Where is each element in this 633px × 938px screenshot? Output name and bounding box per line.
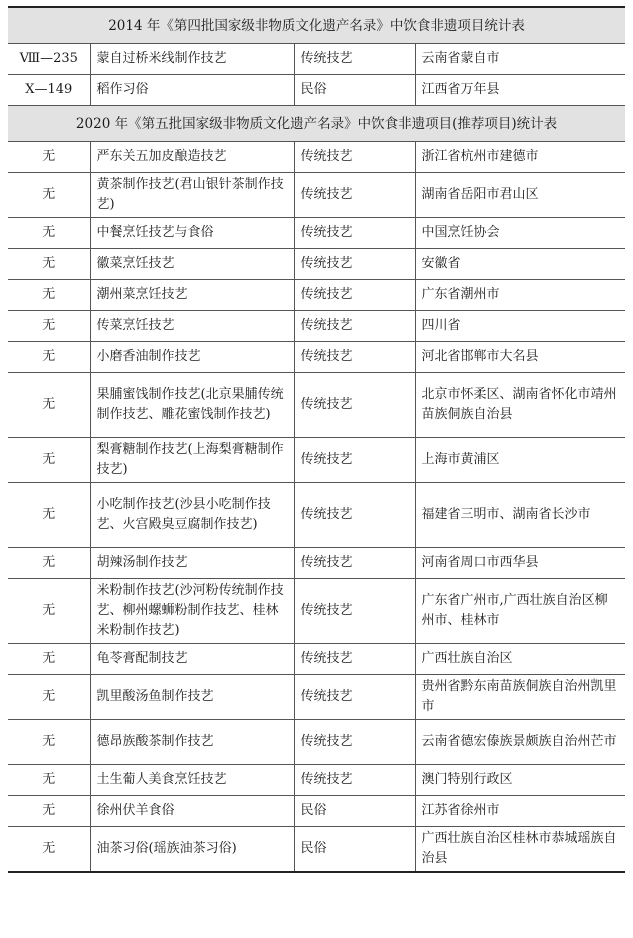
document-page: [8, 6, 625, 873]
table-row: [8, 44, 625, 75]
item-name: 果脯蜜饯制作技艺(北京果脯传统制作技艺、雕花蜜饯制作技艺): [90, 373, 294, 438]
item-number: Ⅷ—235: [8, 44, 90, 75]
item-number: 无: [8, 142, 90, 173]
item-name: 黄茶制作技艺(君山银针茶制作技艺): [90, 173, 294, 218]
item-number: 无: [8, 720, 90, 765]
table-row: [8, 483, 625, 548]
item-name: 龟苓膏配制技艺: [90, 644, 294, 675]
table-row: [8, 796, 625, 827]
item-number: 无: [8, 483, 90, 548]
item-name: 凯里酸汤鱼制作技艺: [90, 675, 294, 720]
item-category: 传统技艺: [294, 483, 415, 548]
item-number: 无: [8, 438, 90, 483]
item-number: 无: [8, 373, 90, 438]
table-row: [8, 827, 625, 872]
table-row: [8, 218, 625, 249]
item-region: 澳门特别行政区: [415, 765, 625, 796]
table-row: [8, 765, 625, 796]
item-category: 传统技艺: [294, 218, 415, 249]
item-region: 贵州省黔东南苗族侗族自治州凯里市: [415, 675, 625, 720]
table-row: [8, 579, 625, 644]
item-number: 无: [8, 675, 90, 720]
table-row: [8, 249, 625, 280]
item-name: 严东关五加皮酿造技艺: [90, 142, 294, 173]
item-region: 上海市黄浦区: [415, 438, 625, 483]
item-category: 传统技艺: [294, 644, 415, 675]
item-region: 中国烹饪协会: [415, 218, 625, 249]
item-category: 传统技艺: [294, 142, 415, 173]
table-row: [8, 75, 625, 106]
item-category: 传统技艺: [294, 548, 415, 579]
item-region: 广西壮族自治区: [415, 644, 625, 675]
item-region: 河南省周口市西华县: [415, 548, 625, 579]
item-category: 传统技艺: [294, 438, 415, 483]
item-name: 徽菜烹饪技艺: [90, 249, 294, 280]
item-region: 四川省: [415, 311, 625, 342]
table-row: [8, 644, 625, 675]
item-category: 传统技艺: [294, 173, 415, 218]
item-number: 无: [8, 796, 90, 827]
item-region: 福建省三明市、湖南省长沙市: [415, 483, 625, 548]
item-region: 北京市怀柔区、湖南省怀化市靖州苗族侗族自治县: [415, 373, 625, 438]
table-row: [8, 373, 625, 438]
item-category: 传统技艺: [294, 44, 415, 75]
section-title-row: [8, 106, 625, 142]
item-region: 广东省潮州市: [415, 280, 625, 311]
item-name: 小磨香油制作技艺: [90, 342, 294, 373]
item-name: 胡辣汤制作技艺: [90, 548, 294, 579]
item-name: 稻作习俗: [90, 75, 294, 106]
item-region: 江苏省徐州市: [415, 796, 625, 827]
item-name: 德昂族酸茶制作技艺: [90, 720, 294, 765]
item-number: 无: [42, 841, 56, 856]
item-name: 潮州菜烹饪技艺: [90, 280, 294, 311]
item-region: 云南省德宏傣族景颇族自治州芒市: [415, 720, 625, 765]
table-row: [8, 675, 625, 720]
table-row: [8, 720, 625, 765]
table-row: [8, 548, 625, 579]
table-row: [8, 173, 625, 218]
item-number: 无: [8, 579, 90, 644]
item-number: 无: [8, 765, 90, 796]
table-row: [8, 142, 625, 173]
item-region: 云南省蒙自市: [415, 44, 625, 75]
item-category: 传统技艺: [294, 373, 415, 438]
item-name: 梨膏糖制作技艺(上海梨膏糖制作技艺): [90, 438, 294, 483]
item-category: 传统技艺: [294, 720, 415, 765]
item-number: Ⅹ—149: [8, 75, 90, 106]
item-region: 安徽省: [415, 249, 625, 280]
section-title-row: [8, 8, 625, 44]
item-number: 无: [8, 342, 90, 373]
item-name: 徐州伏羊食俗: [90, 796, 294, 827]
section-title: 2014 年《第四批国家级非物质文化遗产名录》中饮食非遗项目统计表: [8, 8, 625, 44]
item-region: 浙江省杭州市建德市: [415, 142, 625, 173]
item-category: 民俗: [294, 75, 415, 106]
item-number: 无: [8, 311, 90, 342]
item-category: 传统技艺: [294, 765, 415, 796]
table-row: [8, 438, 625, 483]
item-name: 中餐烹饪技艺与食俗: [90, 218, 294, 249]
item-number: 无: [8, 548, 90, 579]
item-category: 传统技艺: [294, 342, 415, 373]
section-title: 2020 年《第五批国家级非物质文化遗产名录》中饮食非遗项目(推荐项目)统计表: [8, 106, 625, 142]
item-category: 传统技艺: [294, 579, 415, 644]
item-category: 传统技艺: [294, 280, 415, 311]
table-row: [8, 280, 625, 311]
item-region: 河北省邯郸市大名县: [415, 342, 625, 373]
item-region: 江西省万年县: [415, 75, 625, 106]
heritage-table: [8, 8, 625, 871]
item-name: 油茶习俗(瑶族油茶习俗): [90, 827, 294, 872]
item-category: 传统技艺: [294, 311, 415, 342]
item-name: 传菜烹饪技艺: [90, 311, 294, 342]
item-category: 传统技艺: [294, 249, 415, 280]
item-name: 米粉制作技艺(沙河粉传统制作技艺、柳州螺蛳粉制作技艺、桂林米粉制作技艺): [90, 579, 294, 644]
item-category: 民俗: [294, 796, 415, 827]
item-category: 民俗: [294, 827, 415, 872]
item-category: 传统技艺: [294, 675, 415, 720]
item-region: 广东省广州市,广西壮族自治区柳州市、桂林市: [415, 579, 625, 644]
item-region: 广西壮族自治区桂林市恭城瑶族自治县: [415, 827, 625, 872]
item-number: 无: [8, 644, 90, 675]
item-number: 无: [8, 173, 90, 218]
item-name: 土生葡人美食烹饪技艺: [90, 765, 294, 796]
table-row: [8, 342, 625, 373]
item-number: 无: [8, 280, 90, 311]
item-number: 无: [8, 249, 90, 280]
item-number: 无: [8, 218, 90, 249]
item-region: 湖南省岳阳市君山区: [415, 173, 625, 218]
item-name: 小吃制作技艺(沙县小吃制作技艺、火宫殿臭豆腐制作技艺): [90, 483, 294, 548]
table-row: [8, 311, 625, 342]
item-name: 蒙自过桥米线制作技艺: [90, 44, 294, 75]
